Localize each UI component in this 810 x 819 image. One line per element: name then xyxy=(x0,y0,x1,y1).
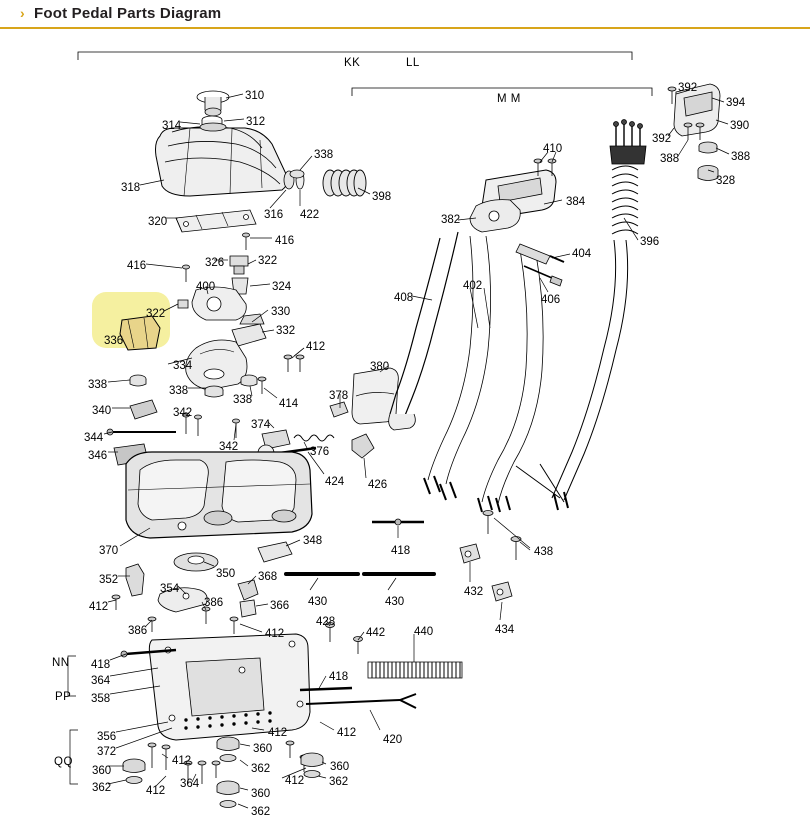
part-number-callout: 370 xyxy=(99,545,119,557)
part-number-callout: 352 xyxy=(99,574,119,586)
part-number-callout: 348 xyxy=(303,535,323,547)
part-number-callout: 346 xyxy=(88,450,108,462)
part-number-callout: 440 xyxy=(414,626,434,638)
part-number-callout: 318 xyxy=(121,182,141,194)
part-number-callout: 420 xyxy=(383,734,403,746)
part-number-callout: 316 xyxy=(264,209,284,221)
part-number-callout: 412 xyxy=(337,727,357,739)
part-number-callout: 386 xyxy=(128,625,148,637)
part-number-callout: 342 xyxy=(219,441,239,453)
bracket-label-kk: KK xyxy=(344,57,361,69)
part-number-callout: 350 xyxy=(216,568,236,580)
part-number-callout: 404 xyxy=(572,248,592,260)
part-number-callout: 342 xyxy=(173,407,193,419)
bracket-label-pp: PP xyxy=(55,691,72,703)
part-number-callout: 366 xyxy=(270,600,290,612)
part-number-callout: 374 xyxy=(251,419,271,431)
part-number-callout: 424 xyxy=(325,476,345,488)
part-number-callout: 418 xyxy=(91,659,111,671)
part-number-callout: 358 xyxy=(91,693,111,705)
part-number-callout: 398 xyxy=(372,191,392,203)
part-number-callout: 408 xyxy=(394,292,414,304)
part-number-callout: 334 xyxy=(173,360,193,372)
part-number-callout: 412 xyxy=(285,775,305,787)
part-number-callout: 406 xyxy=(541,294,561,306)
parts-diagram xyxy=(0,28,810,818)
part-number-callout: 362 xyxy=(251,763,271,775)
part-number-callout: 364 xyxy=(91,675,111,687)
part-number-callout: 338 xyxy=(314,149,334,161)
part-number-callout: 378 xyxy=(329,390,349,402)
part-number-callout: 338 xyxy=(169,385,189,397)
part-number-callout: 390 xyxy=(730,120,750,132)
part-number-callout: 394 xyxy=(726,97,746,109)
part-number-callout: 322 xyxy=(146,308,166,320)
part-number-callout: 360 xyxy=(253,743,273,755)
bracket-label-qq: QQ xyxy=(54,756,73,768)
part-number-callout: 432 xyxy=(464,586,484,598)
part-number-callout: 428 xyxy=(316,616,336,628)
part-number-callout: 386 xyxy=(204,597,224,609)
bracket-label-nn: NN xyxy=(52,657,70,669)
part-number-callout: 340 xyxy=(92,405,112,417)
part-number-callout: 344 xyxy=(84,432,104,444)
part-number-callout: 332 xyxy=(276,325,296,337)
bracket-label-mm: M M xyxy=(497,93,521,105)
part-number-callout: 362 xyxy=(92,782,112,794)
part-number-callout: 438 xyxy=(534,546,554,558)
part-number-callout: 384 xyxy=(566,196,586,208)
diagram-artwork xyxy=(0,28,810,793)
part-number-callout: 360 xyxy=(251,788,271,800)
part-number-callout: 376 xyxy=(310,446,330,458)
part-number-callout: 364 xyxy=(180,778,200,790)
part-number-callout: 430 xyxy=(385,596,405,608)
part-number-callout: 416 xyxy=(275,235,295,247)
part-number-callout: 312 xyxy=(246,116,266,128)
part-number-callout: 426 xyxy=(368,479,388,491)
part-number-callout: 412 xyxy=(306,341,326,353)
part-number-callout: 324 xyxy=(272,281,292,293)
part-number-callout: 314 xyxy=(162,120,182,132)
part-number-callout: 418 xyxy=(329,671,349,683)
part-number-callout: 418 xyxy=(391,545,411,557)
part-number-callout: 338 xyxy=(233,394,253,406)
part-number-callout: 310 xyxy=(245,90,265,102)
part-number-callout: 430 xyxy=(308,596,328,608)
part-number-callout: 320 xyxy=(148,216,168,228)
part-number-callout: 368 xyxy=(258,571,278,583)
part-number-callout: 388 xyxy=(660,153,680,165)
page-header xyxy=(0,0,810,28)
part-number-callout: 362 xyxy=(251,806,271,818)
part-number-callout: 392 xyxy=(652,133,672,145)
part-number-callout: 360 xyxy=(92,765,112,777)
part-number-callout: 382 xyxy=(441,214,461,226)
part-number-callout: 422 xyxy=(300,209,320,221)
part-number-callout: 412 xyxy=(146,785,166,797)
part-number-callout: 356 xyxy=(97,731,117,743)
part-number-callout: 416 xyxy=(127,260,147,272)
part-number-callout: 412 xyxy=(89,601,109,613)
part-number-callout: 412 xyxy=(172,755,192,767)
part-number-callout: 392 xyxy=(678,82,698,94)
part-number-callout: 412 xyxy=(265,628,285,640)
chevron-right-icon: › xyxy=(20,5,25,21)
part-number-callout: 410 xyxy=(543,143,563,155)
part-number-callout: 402 xyxy=(463,280,483,292)
part-number-callout: 330 xyxy=(271,306,291,318)
part-number-callout: 354 xyxy=(160,583,180,595)
part-number-callout: 322 xyxy=(258,255,278,267)
part-number-callout: 442 xyxy=(366,627,386,639)
part-number-callout: 362 xyxy=(329,776,349,788)
part-number-callout: 380 xyxy=(370,361,390,373)
part-number-callout: 412 xyxy=(268,727,288,739)
part-number-callout: 372 xyxy=(97,746,117,758)
bracket-label-ll: LL xyxy=(406,57,420,69)
part-number-callout: 328 xyxy=(716,175,736,187)
part-number-callout: 360 xyxy=(330,761,350,773)
part-number-callout: 396 xyxy=(640,236,660,248)
part-number-callout: 326 xyxy=(205,257,225,269)
part-number-callout: 336 xyxy=(104,335,124,347)
page-title: Foot Pedal Parts Diagram xyxy=(34,5,222,22)
part-number-callout: 338 xyxy=(88,379,108,391)
part-number-callout: 400 xyxy=(196,281,216,293)
part-number-callout: 434 xyxy=(495,624,515,636)
part-number-callout: 414 xyxy=(279,398,299,410)
part-number-callout: 388 xyxy=(731,151,751,163)
